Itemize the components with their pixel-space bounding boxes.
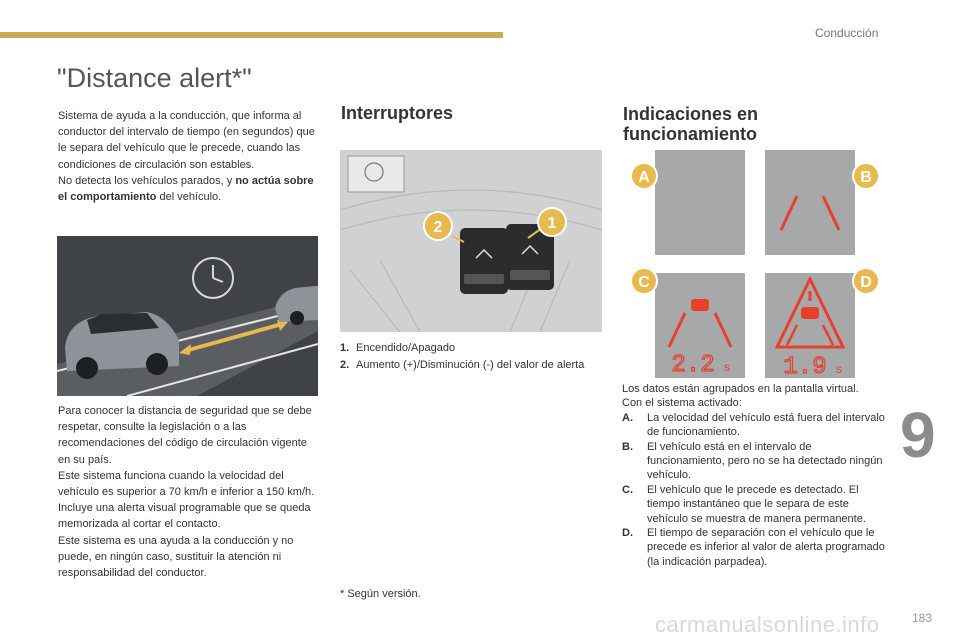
indication-item: C. El vehículo que le precede es detectado. El tiempo instantáneo que le separa de este vehículo se muestra de manera permanente.	[622, 483, 866, 525]
display-panel-b	[765, 150, 855, 255]
legend-item: 2. Aumento (+)/Disminución (-) del valor de alerta	[340, 358, 585, 371]
alert-triangle-icon	[765, 273, 855, 378]
badge-a-icon	[629, 161, 659, 191]
vehicle-detected-icon	[655, 273, 745, 378]
page-number: 183	[912, 611, 933, 625]
indications-heading: Indicaciones en funcionamiento	[623, 104, 759, 144]
watermark: carmanualsonline.info	[655, 612, 880, 637]
intro-text-2: No detecta los vehículos parados, y no actúa sobre el comportamiento del vehículo.	[58, 174, 314, 204]
switch-legend	[340, 340, 602, 373]
badge-d-icon	[851, 266, 881, 296]
indications-intro: Los datos están agrupados en la pantalla virtual.	[622, 383, 859, 395]
svg-text:B: B	[860, 169, 872, 186]
distance-diagram	[57, 236, 318, 396]
switches-heading: Interruptores	[341, 103, 454, 123]
badge-2-label: 2	[433, 219, 443, 236]
svg-text:A: A	[638, 169, 650, 186]
details-text-2: Este sistema funciona cuando la velocidad del vehículo es superior a 70 km/h e inferior a 150 km/h.	[58, 469, 315, 499]
intro-paragraph	[58, 108, 320, 205]
gap-time-value: 2.2	[671, 352, 715, 378]
svg-text:D: D	[860, 274, 872, 291]
header-accent-bar	[0, 32, 503, 38]
footnote: * Según versión.	[340, 588, 421, 600]
lane-lines-icon	[765, 150, 855, 255]
indication-item: A. La velocidad del vehículo está fuera del intervalo de funcionamiento.	[622, 411, 885, 439]
switches-illustration	[340, 150, 602, 332]
details-text-1: Para conocer la distancia de seguridad que se debe respetar, consulte la legislación o a las recomendaciones del código de circulación vigente en su país.	[58, 405, 312, 466]
badge-1-label: 1	[547, 215, 557, 232]
indication-item: B. El vehículo está en el intervalo de funcionamiento, pero no se ha detectado ningún vehículo.	[622, 440, 883, 482]
svg-text:C: C	[638, 274, 650, 291]
gap-time-unit: s	[724, 360, 730, 374]
display-panel-c	[655, 273, 745, 378]
details-paragraph	[58, 403, 320, 581]
alert-time-unit: s	[836, 362, 842, 376]
details-text-3: Incluye una alerta visual programable que se queda memorizada al cortar el contacto.	[58, 502, 311, 531]
section-label: Conducción	[815, 26, 879, 40]
system-illustration	[57, 236, 318, 396]
legend-item: 1. Encendido/Apagado	[340, 342, 456, 354]
badge-c-icon	[629, 266, 659, 296]
indication-item: D. El tiempo de separación con el vehículo que le precede es inferior al valor de alerta programado (la indicación parpadea).	[622, 527, 885, 568]
intro-text-1: Sistema de ayuda a la conducción, que informa al conductor del intervalo de tiempo (en segundos) que le separa del vehículo que le precede, cuando las condiciones de circulación son estables.	[58, 110, 315, 171]
badge-b-icon	[851, 161, 881, 191]
indications-text	[622, 382, 887, 569]
details-text-4: Este sistema es una ayuda a la conducción y no puede, en ningún caso, sustituir la atención ni responsabilidad del conductor.	[58, 534, 294, 580]
indications-intro-2: Con el sistema activado:	[622, 397, 742, 410]
switch-2	[460, 228, 508, 294]
display-panel-a	[655, 150, 745, 255]
chapter-number: 9	[900, 399, 936, 471]
alert-time-value: 1.9	[783, 354, 827, 378]
display-panel-d	[765, 273, 855, 378]
page-title: "Distance alert*"	[57, 63, 252, 93]
switch-panel-diagram	[340, 150, 602, 332]
